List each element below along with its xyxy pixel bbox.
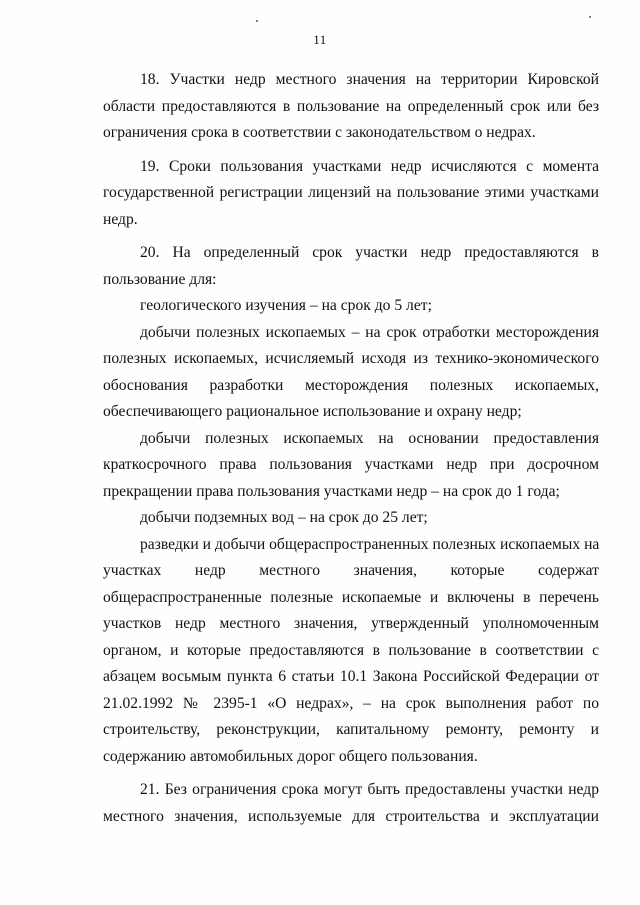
text-line: пользование для:	[103, 270, 217, 288]
text-line: 20. На определенный срок участки недр предоставляются в	[140, 244, 599, 261]
text-line: 18. Участки недр местного значения на территории Кировской	[140, 71, 599, 88]
text-line: 19. Сроки пользования участками недр исчисляются с момента	[140, 157, 599, 175]
paragraph-20	[103, 240, 599, 293]
text-line: ограничения срока в соответствии с законодательством о недрах.	[103, 124, 536, 141]
text-line: обеспечивающего рациональное использование и охрану недр;	[103, 403, 522, 420]
text-line: 21. Без ограничения срока могут быть предоставлены участки недр	[140, 781, 599, 798]
document-body	[103, 67, 599, 830]
paragraph-18	[103, 67, 599, 147]
list-item-groundwater	[103, 505, 599, 532]
text-line: абзацем восьмым пункта 6 статьи 10.1 Закона Российской Федерации от	[103, 668, 599, 685]
text-line: добычи подземных вод – на срок до 25 лет;	[140, 509, 428, 526]
scan-speck	[256, 20, 258, 22]
text-line: полезных ископаемых, исчисляемый исходя из технико-экономического	[103, 350, 599, 367]
paragraph-19	[103, 154, 599, 234]
text-line: органом, и которые предоставляются в пользование в соответствии с	[103, 641, 599, 659]
list-item-common-minerals	[103, 532, 599, 771]
text-line: геологического изучения – на срок до 5 лет;	[140, 297, 432, 314]
text-line: области предоставляются в пользование на определенный срок или без	[103, 97, 599, 115]
text-line: 21.02.1992 № 2395-1 «О недрах», – на срок выполнения работ по	[103, 694, 599, 712]
text-line: местного значения, используемые для строительства и эксплуатации	[103, 807, 599, 825]
list-item-geological	[103, 293, 599, 320]
text-line: обоснования разработки месторождения полезных ископаемых,	[103, 376, 599, 394]
text-line: прекращении права пользования участками недр – на срок до 1 года;	[103, 482, 560, 500]
text-line: добычи полезных ископаемых – на срок отработки месторождения	[140, 323, 599, 341]
text-line: государственной регистрации лицензий на пользование этими участками	[103, 184, 599, 201]
scan-speck	[589, 16, 591, 18]
text-line: разведки и добычи общераспространенных полезных ископаемых на	[140, 535, 600, 553]
text-line: строительству, реконструкции, капитальному ремонту, ремонту и	[103, 721, 599, 738]
page-number: 11	[313, 32, 327, 47]
text-line: краткосрочного права пользования участками недр при досрочном	[103, 456, 599, 473]
text-line: участков недр местного значения, утвержденный уполномоченным	[103, 615, 599, 632]
paragraph-21	[103, 777, 599, 830]
text-line: добычи полезных ископаемых на основании предоставления	[140, 429, 599, 447]
text-line: содержанию автомобильных дорог общего пользования.	[103, 747, 478, 765]
text-line: участках недр местного значения, которые содержат	[103, 562, 599, 579]
text-line: недр.	[103, 210, 138, 228]
list-item-short-term	[103, 426, 599, 506]
list-item-mining	[103, 320, 599, 426]
text-line: общераспространенные полезные ископаемые и включены в перечень	[103, 588, 599, 606]
